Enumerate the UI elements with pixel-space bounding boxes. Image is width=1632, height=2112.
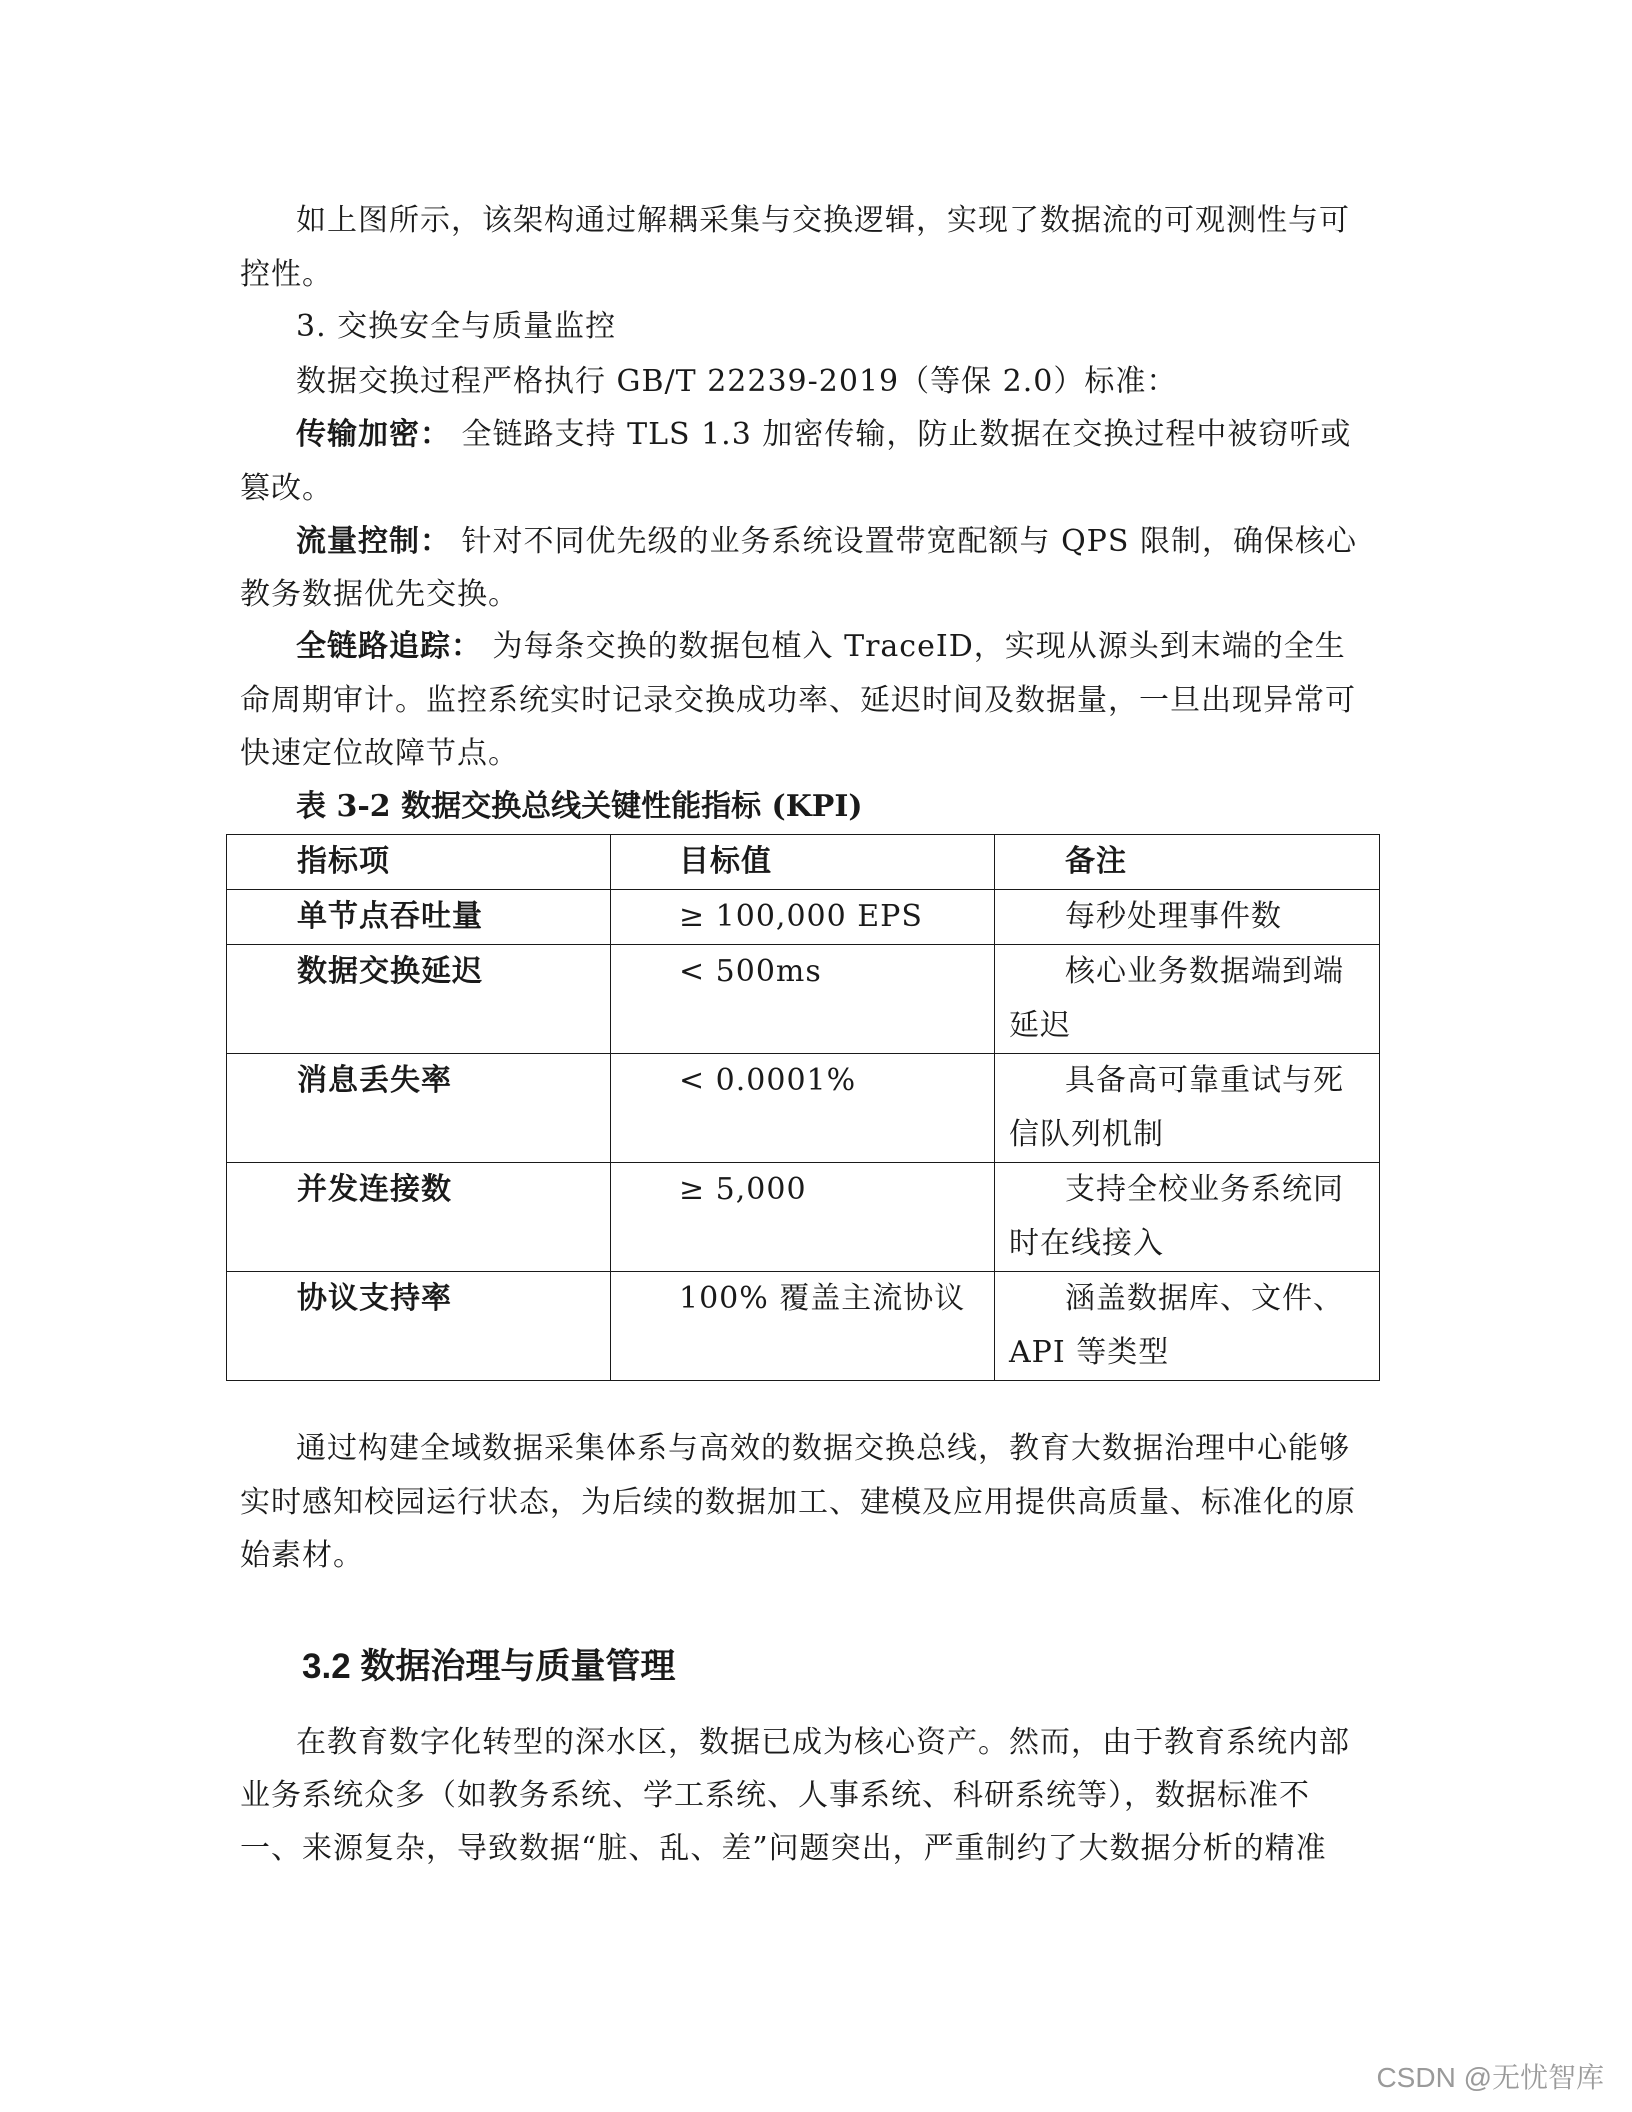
- trace-text: 为每条交换的数据包植入 TraceID，实现从源头到末端的全生: [482, 629, 1346, 664]
- trace-label: 全链路追踪：: [296, 629, 482, 664]
- header-indicator: 指标项: [227, 835, 611, 890]
- table-row: [227, 1163, 1380, 1272]
- table-row: [227, 890, 1380, 945]
- trace-item: [296, 620, 1346, 674]
- summary-line3: 始素材。: [240, 1538, 364, 1573]
- row-name: 单节点吞吐量: [227, 890, 611, 945]
- table-row: [227, 1272, 1380, 1381]
- section-intro: 数据交换过程严格执行 GB/T 22239-2019（等保 2.0）标准：: [296, 364, 1178, 399]
- paragraph-architecture-line1: 如上图所示，该架构通过解耦采集与交换逻辑，实现了数据流的可观测性与可: [296, 203, 1350, 238]
- row-note: 支持全校业务系统同时在线接入: [1009, 1172, 1344, 1261]
- header-target: 目标值: [611, 835, 995, 890]
- row-value: 100% 覆盖主流协议: [611, 1272, 995, 1381]
- table-caption: 表 3-2 数据交换总线关键性能指标 (KPI): [296, 789, 863, 824]
- row-name: 数据交换延迟: [227, 945, 611, 1054]
- row-note: 核心业务数据端到端延迟: [1009, 954, 1344, 1043]
- transport-text: 全链路支持 TLS 1.3 加密传输，防止数据在交换过程中被窃听或: [451, 417, 1352, 452]
- row-value: ≥ 100,000 EPS: [611, 890, 995, 945]
- row-name: 协议支持率: [227, 1272, 611, 1381]
- table-row: [227, 1054, 1380, 1163]
- transport-line2: 篡改。: [240, 471, 333, 506]
- row-note: 具备高可靠重试与死信队列机制: [1009, 1063, 1344, 1152]
- section-3-2-heading: 3.2 数据治理与质量管理: [302, 1647, 676, 1686]
- flow-text: 针对不同优先级的业务系统设置带宽配额与 QPS 限制，确保核心: [451, 524, 1357, 559]
- row-note: 涵盖数据库、文件、API 等类型: [1009, 1281, 1344, 1370]
- row-value: ≥ 5,000: [611, 1163, 995, 1272]
- watermark: CSDN @无忧智库: [1376, 2062, 1604, 2093]
- row-name: 消息丢失率: [227, 1054, 611, 1163]
- flow-line2: 教务数据优先交换。: [240, 577, 519, 612]
- section-3-2-line1: 在教育数字化转型的深水区，数据已成为核心资产。然而，由于教育系统内部: [296, 1725, 1350, 1760]
- row-note: 每秒处理事件数: [995, 890, 1380, 945]
- paragraph-architecture-line2: 控性。: [240, 257, 333, 292]
- table-row: [227, 945, 1380, 1054]
- row-name: 并发连接数: [227, 1163, 611, 1272]
- header-note: 备注: [995, 835, 1380, 890]
- trace-line2: 命周期审计。监控系统实时记录交换成功率、延迟时间及数据量，一旦出现异常可: [240, 683, 1356, 718]
- kpi-table: [226, 834, 1380, 1381]
- row-value: < 500ms: [611, 945, 995, 1054]
- trace-line3: 快速定位故障节点。: [240, 736, 519, 771]
- summary-line2: 实时感知校园运行状态，为后续的数据加工、建模及应用提供高质量、标准化的原: [240, 1485, 1356, 1520]
- section-3-2-line3: 一、来源复杂，导致数据“脏、乱、差”问题突出，严重制约了大数据分析的精准: [240, 1831, 1327, 1866]
- section-heading: 3. 交换安全与质量监控: [296, 309, 617, 344]
- row-value: < 0.0001%: [611, 1054, 995, 1163]
- flow-label: 流量控制：: [296, 524, 451, 559]
- summary-line1: 通过构建全域数据采集体系与高效的数据交换总线，教育大数据治理中心能够: [296, 1431, 1350, 1466]
- section-3-2-line2: 业务系统众多（如教务系统、学工系统、人事系统、科研系统等），数据标准不: [240, 1778, 1310, 1813]
- table-header-row: [227, 835, 1380, 890]
- flow-item: [296, 515, 1357, 569]
- transport-item: [296, 408, 1351, 462]
- transport-label: 传输加密：: [296, 417, 451, 452]
